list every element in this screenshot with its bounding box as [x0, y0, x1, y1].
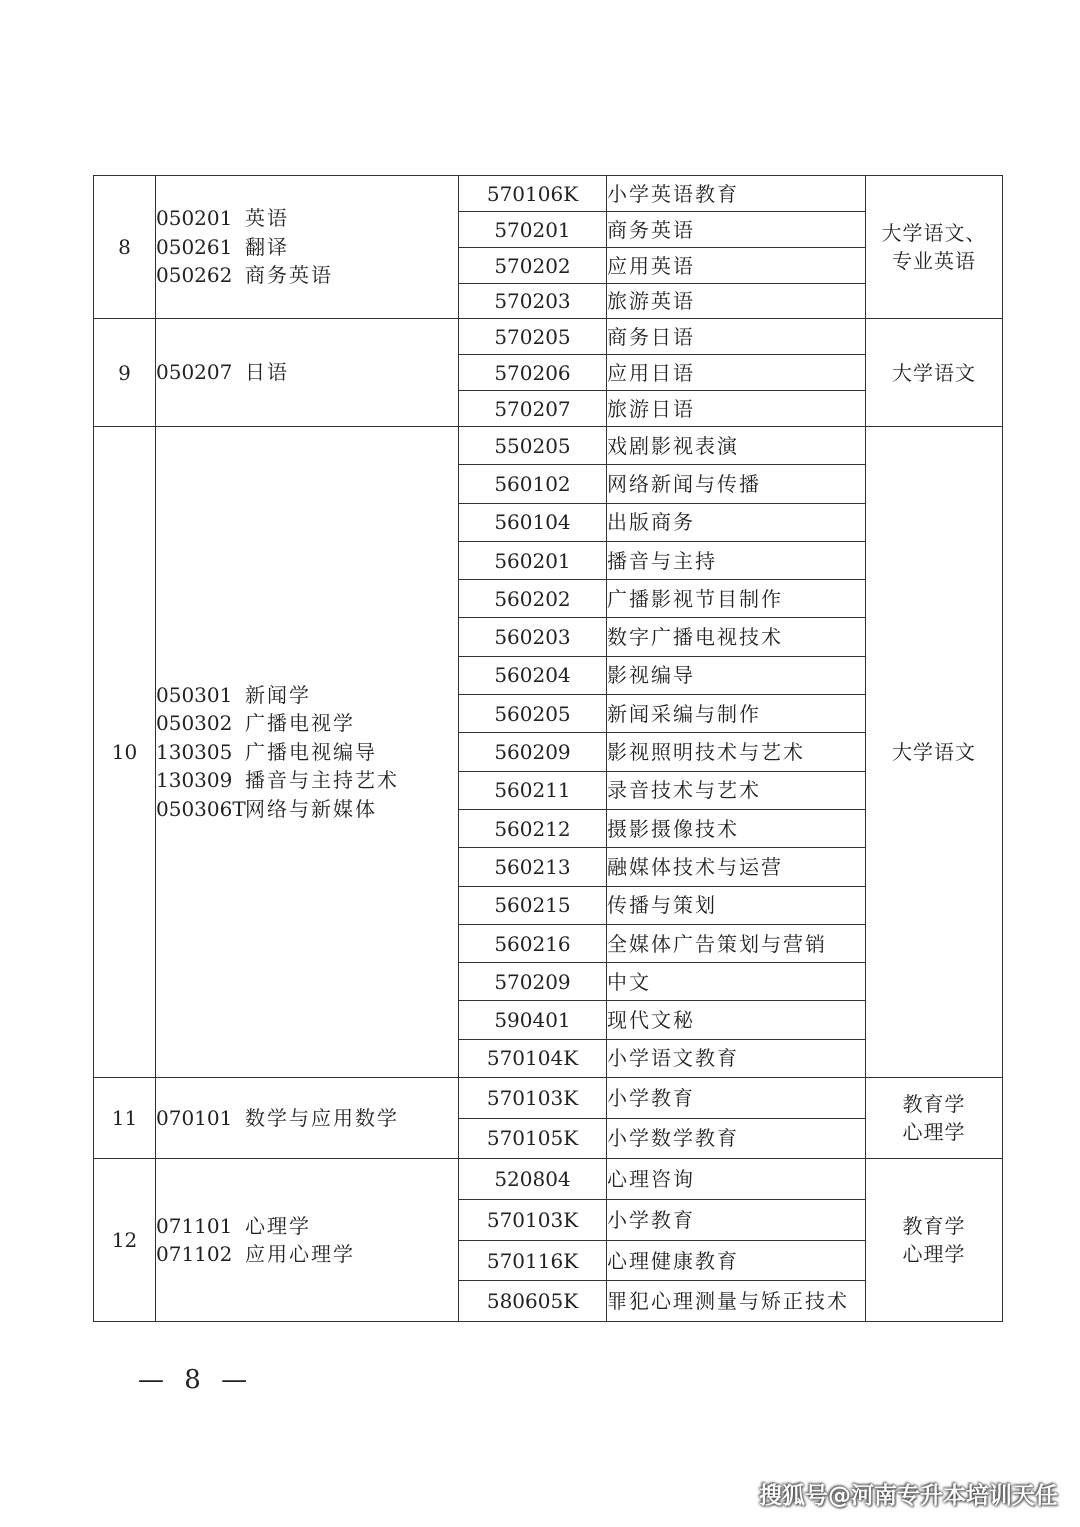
- undergrad-name: 广播电视学: [245, 711, 355, 736]
- exam-subjects-cell: [866, 1078, 1003, 1159]
- vocational-major-name: 心理咨询: [607, 1159, 866, 1200]
- exam-subject: 心理学: [902, 1120, 966, 1145]
- table-row: [94, 1078, 1003, 1119]
- undergrad-major: [156, 1240, 458, 1269]
- undergrad-majors-cell: [156, 176, 459, 319]
- undergrad-code: 050261: [156, 234, 233, 259]
- exam-subject: 教育学: [902, 1214, 966, 1239]
- vocational-major-code: 570203: [459, 284, 607, 319]
- vocational-major-code: 570103K: [459, 1078, 607, 1119]
- vocational-major-code: 550205: [459, 427, 607, 465]
- vocational-major-code: 560203: [459, 618, 607, 656]
- exam-subject: 大学语文: [892, 360, 976, 385]
- vocational-major-code: 570205: [459, 319, 607, 355]
- vocational-major-code: 520804: [459, 1159, 607, 1200]
- vocational-major-name: 商务日语: [607, 319, 866, 355]
- vocational-major-name: 传播与策划: [607, 886, 866, 924]
- watermark: 搜狐号@河南专升本培训天任: [759, 1483, 1058, 1509]
- table-row: [94, 427, 1003, 465]
- undergrad-majors-cell: [156, 1159, 459, 1322]
- exam-subjects-cell: [866, 427, 1003, 1078]
- exam-subjects-cell: [866, 319, 1003, 427]
- undergrad-name: 网络与新媒体: [245, 796, 377, 821]
- vocational-major-code: 570201: [459, 212, 607, 248]
- undergrad-major: [156, 1212, 458, 1241]
- vocational-major-code: 560202: [459, 580, 607, 618]
- table-row: [94, 319, 1003, 355]
- vocational-major-name: 影视编导: [607, 656, 866, 694]
- undergrad-code: 130305: [156, 739, 233, 764]
- vocational-major-name: 小学教育: [607, 1078, 866, 1119]
- undergrad-name: 心理学: [245, 1213, 311, 1238]
- table-row: [94, 1159, 1003, 1200]
- undergrad-major: [156, 261, 458, 290]
- vocational-major-code: 570207: [459, 391, 607, 427]
- vocational-major-code: 580605K: [459, 1281, 607, 1322]
- group-number: 11: [94, 1078, 156, 1159]
- vocational-major-code: 570202: [459, 248, 607, 284]
- vocational-major-code: 560102: [459, 465, 607, 503]
- vocational-major-name: 罪犯心理测量与矫正技术: [607, 1281, 866, 1322]
- exam-subject: 大学语文: [892, 740, 976, 765]
- vocational-major-name: 商务英语: [607, 212, 866, 248]
- vocational-major-name: 影视照明技术与艺术: [607, 733, 866, 771]
- vocational-major-name: 融媒体技术与运营: [607, 848, 866, 886]
- vocational-major-code: 560204: [459, 656, 607, 694]
- vocational-major-name: 旅游日语: [607, 391, 866, 427]
- vocational-major-name: 新闻采编与制作: [607, 695, 866, 733]
- vocational-major-code: 590401: [459, 1001, 607, 1039]
- exam-subject: 心理学: [902, 1242, 966, 1267]
- undergrad-code: 071102: [156, 1242, 233, 1267]
- vocational-major-name: 出版商务: [607, 503, 866, 541]
- undergrad-major: [156, 204, 458, 233]
- undergrad-code: 050301: [156, 682, 233, 707]
- undergrad-majors-cell: [156, 1078, 459, 1159]
- undergrad-major: [156, 358, 458, 387]
- group-number: 8: [94, 176, 156, 319]
- undergrad-major: [156, 738, 458, 767]
- vocational-major-name: 广播影视节目制作: [607, 580, 866, 618]
- undergrad-major: [156, 795, 458, 824]
- undergrad-major: [156, 681, 458, 710]
- vocational-major-name: 应用英语: [607, 248, 866, 284]
- undergrad-code: 050262: [156, 263, 233, 288]
- vocational-major-name: 小学数学教育: [607, 1118, 866, 1159]
- vocational-major-code: 560104: [459, 503, 607, 541]
- major-mapping-table: [93, 175, 1003, 1322]
- undergrad-code: 050302: [156, 711, 233, 736]
- vocational-major-code: 570206: [459, 355, 607, 391]
- vocational-major-code: 570106K: [459, 176, 607, 212]
- vocational-major-name: 全媒体广告策划与营销: [607, 924, 866, 962]
- vocational-major-code: 560216: [459, 924, 607, 962]
- vocational-major-name: 中文: [607, 963, 866, 1001]
- vocational-major-code: 560215: [459, 886, 607, 924]
- group-number: 9: [94, 319, 156, 427]
- undergrad-name: 应用心理学: [245, 1242, 355, 1267]
- undergrad-code: 071101: [156, 1213, 233, 1238]
- vocational-major-code: 570116K: [459, 1240, 607, 1281]
- exam-subjects-cell: [866, 1159, 1003, 1322]
- undergrad-code: 050207: [156, 360, 233, 385]
- undergrad-code: 130309: [156, 768, 233, 793]
- vocational-major-code: 560211: [459, 771, 607, 809]
- undergrad-major: [156, 1104, 458, 1133]
- undergrad-name: 翻译: [245, 234, 289, 259]
- vocational-major-code: 570105K: [459, 1118, 607, 1159]
- undergrad-major: [156, 709, 458, 738]
- vocational-major-name: 数字广播电视技术: [607, 618, 866, 656]
- vocational-major-name: 小学教育: [607, 1199, 866, 1240]
- exam-subject: 教育学: [902, 1092, 966, 1117]
- undergrad-majors-cell: [156, 319, 459, 427]
- vocational-major-code: 570104K: [459, 1039, 607, 1077]
- exam-subject: 大学语文、: [881, 221, 987, 245]
- group-number: 10: [94, 427, 156, 1078]
- group-number: 12: [94, 1159, 156, 1322]
- undergrad-name: 新闻学: [245, 682, 311, 707]
- undergrad-major: [156, 233, 458, 262]
- undergrad-code: 050201: [156, 206, 233, 231]
- exam-subjects-cell: [866, 176, 1003, 319]
- vocational-major-code: 560205: [459, 695, 607, 733]
- undergrad-name: 英语: [245, 206, 289, 231]
- vocational-major-name: 戏剧影视表演: [607, 427, 866, 465]
- undergrad-code: 070101: [156, 1105, 233, 1130]
- vocational-major-code: 560209: [459, 733, 607, 771]
- vocational-major-name: 录音技术与艺术: [607, 771, 866, 809]
- vocational-major-code: 570103K: [459, 1199, 607, 1240]
- undergrad-name: 商务英语: [245, 263, 333, 288]
- vocational-major-name: 小学语文教育: [607, 1039, 866, 1077]
- vocational-major-name: 网络新闻与传播: [607, 465, 866, 503]
- vocational-major-name: 摄影摄像技术: [607, 809, 866, 847]
- exam-subject: 专业英语: [892, 249, 976, 273]
- vocational-major-name: 现代文秘: [607, 1001, 866, 1039]
- undergrad-major: [156, 766, 458, 795]
- vocational-major-name: 小学英语教育: [607, 176, 866, 212]
- vocational-major-name: 应用日语: [607, 355, 866, 391]
- vocational-major-name: 旅游英语: [607, 284, 866, 319]
- undergrad-majors-cell: [156, 427, 459, 1078]
- vocational-major-code: 560201: [459, 541, 607, 579]
- undergrad-name: 数学与应用数学: [245, 1105, 399, 1130]
- undergrad-name: 广播电视编导: [245, 739, 377, 764]
- vocational-major-code: 560213: [459, 848, 607, 886]
- vocational-major-code: 570209: [459, 963, 607, 1001]
- vocational-major-code: 560212: [459, 809, 607, 847]
- vocational-major-name: 播音与主持: [607, 541, 866, 579]
- page-number: — 8 —: [138, 1365, 254, 1395]
- undergrad-code: 050306T: [156, 796, 246, 821]
- table-row: [94, 176, 1003, 212]
- undergrad-name: 播音与主持艺术: [245, 768, 399, 793]
- undergrad-name: 日语: [245, 360, 289, 385]
- vocational-major-name: 心理健康教育: [607, 1240, 866, 1281]
